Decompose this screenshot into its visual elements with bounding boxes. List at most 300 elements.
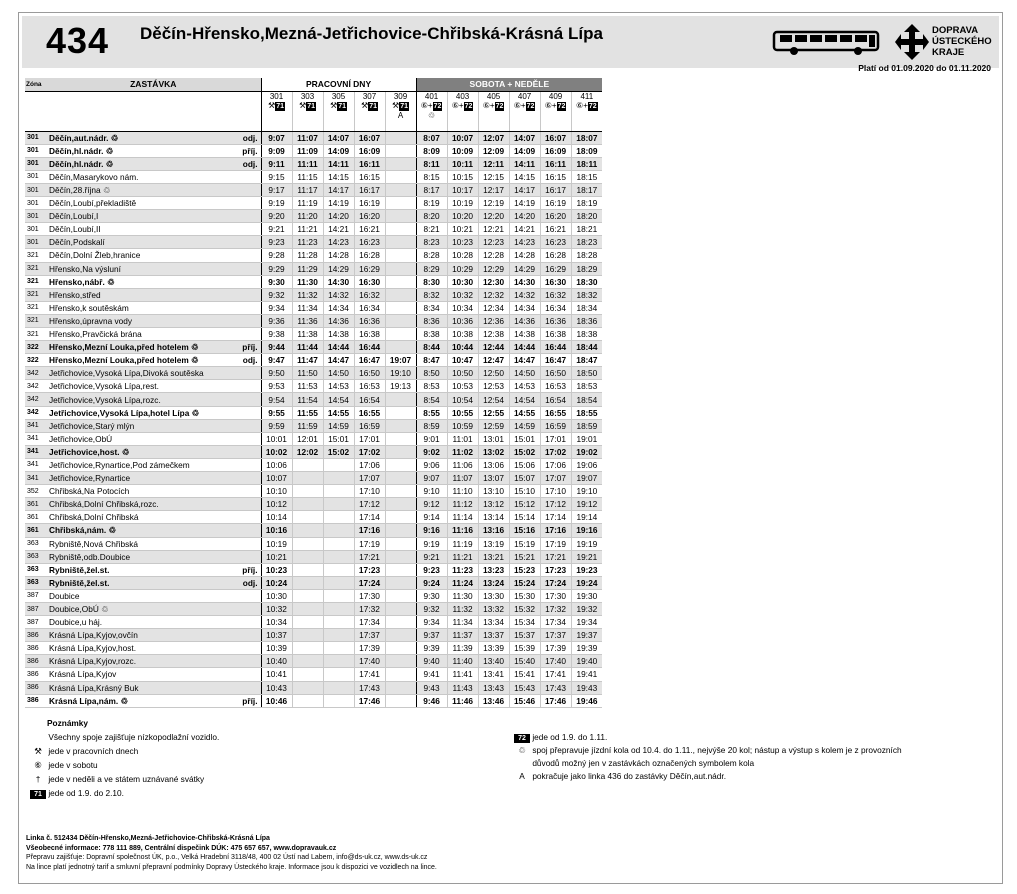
time-cell bbox=[323, 668, 354, 681]
time-cell: 14:32 bbox=[323, 288, 354, 301]
time-cell: 14:38 bbox=[323, 328, 354, 341]
time-cell: 12:55 bbox=[478, 406, 509, 419]
time-cell: 8:34 bbox=[416, 301, 447, 314]
arr-dep-mark bbox=[234, 380, 261, 393]
time-cell: 8:38 bbox=[416, 328, 447, 341]
trip-number: 407 bbox=[517, 91, 532, 101]
time-cell bbox=[385, 655, 416, 668]
arr-dep-mark bbox=[234, 602, 261, 615]
stop-name: Jetřichovice,Vysoká Lípa,Divoká soutěska bbox=[46, 367, 234, 380]
time-cell: 11:29 bbox=[292, 262, 323, 275]
time-cell: 11:12 bbox=[447, 498, 478, 511]
time-cell bbox=[292, 589, 323, 602]
time-cell: 18:20 bbox=[571, 210, 602, 223]
time-cell: 9:21 bbox=[416, 550, 447, 563]
zone-cell: 321 bbox=[25, 288, 46, 301]
time-cell bbox=[292, 616, 323, 629]
time-cell: 16:47 bbox=[540, 354, 571, 367]
time-cell bbox=[292, 576, 323, 589]
trip-header bbox=[571, 91, 602, 131]
stop-name: Jetřichovice,Vysoká Lípa,rest. bbox=[46, 380, 234, 393]
time-cell bbox=[385, 236, 416, 249]
time-cell: 10:41 bbox=[261, 668, 292, 681]
time-cell bbox=[385, 223, 416, 236]
stop-name: Chřibská,Dolní Chřibská,rozc. bbox=[46, 498, 234, 511]
time-cell bbox=[385, 157, 416, 170]
time-cell: 12:19 bbox=[478, 197, 509, 210]
time-cell: 15:23 bbox=[509, 563, 540, 576]
time-cell bbox=[385, 681, 416, 694]
stop-row bbox=[25, 183, 602, 196]
time-cell bbox=[385, 576, 416, 589]
time-cell: 15:01 bbox=[323, 432, 354, 445]
time-cell: 16:17 bbox=[540, 183, 571, 196]
time-cell: 17:06 bbox=[354, 458, 385, 471]
time-cell: 14:47 bbox=[509, 354, 540, 367]
time-cell: 10:44 bbox=[447, 341, 478, 354]
stop-row bbox=[25, 406, 602, 419]
time-cell: 14:29 bbox=[323, 262, 354, 275]
time-cell bbox=[385, 589, 416, 602]
note-item bbox=[30, 788, 124, 799]
zone-cell: 363 bbox=[25, 563, 46, 576]
time-cell bbox=[385, 262, 416, 275]
time-cell: 19:02 bbox=[571, 445, 602, 458]
time-cell: 16:21 bbox=[354, 223, 385, 236]
note-symbol: ⑥ bbox=[34, 760, 42, 770]
time-cell: 9:16 bbox=[416, 524, 447, 537]
stop-row bbox=[25, 458, 602, 471]
arr-dep-mark bbox=[234, 445, 261, 458]
time-cell: 18:17 bbox=[571, 183, 602, 196]
time-cell: 16:28 bbox=[354, 249, 385, 262]
time-cell: 17:37 bbox=[354, 629, 385, 642]
time-cell: 13:21 bbox=[478, 550, 509, 563]
time-cell: 16:34 bbox=[540, 301, 571, 314]
time-cell: 15:16 bbox=[509, 524, 540, 537]
stop-name: Hřensko,úpravna vody bbox=[46, 314, 234, 327]
time-cell bbox=[323, 602, 354, 615]
stop-row bbox=[25, 602, 602, 615]
time-cell: 13:32 bbox=[478, 602, 509, 615]
arr-dep-mark: příj. bbox=[234, 694, 261, 707]
stop-name: Jetřichovice,host. ♲ bbox=[46, 445, 234, 458]
time-cell: 15:02 bbox=[323, 445, 354, 458]
time-cell: 17:39 bbox=[354, 642, 385, 655]
stop-name: Rybniště,žel.st. bbox=[46, 563, 234, 576]
stop-row bbox=[25, 616, 602, 629]
stop-row bbox=[25, 393, 602, 406]
time-cell: 14:19 bbox=[323, 197, 354, 210]
time-cell: 19:32 bbox=[571, 602, 602, 615]
stop-row bbox=[25, 537, 602, 550]
time-cell: 18:29 bbox=[571, 262, 602, 275]
trip-extra: A bbox=[397, 110, 404, 120]
time-cell: 9:30 bbox=[416, 589, 447, 602]
arr-dep-mark bbox=[234, 170, 261, 183]
time-cell: 16:36 bbox=[540, 314, 571, 327]
stop-name: Děčín,Dolní Žleb,hranice bbox=[46, 249, 234, 262]
stop-row bbox=[25, 354, 602, 367]
time-cell: 17:19 bbox=[354, 537, 385, 550]
zone-cell: 321 bbox=[25, 314, 46, 327]
arr-dep-mark bbox=[234, 275, 261, 288]
time-cell: 8:36 bbox=[416, 314, 447, 327]
time-cell: 8:17 bbox=[416, 183, 447, 196]
time-cell: 18:54 bbox=[571, 393, 602, 406]
time-cell bbox=[385, 511, 416, 524]
line-number: 434 bbox=[46, 20, 110, 61]
note-item bbox=[30, 732, 219, 742]
zone-cell: 386 bbox=[25, 642, 46, 655]
zone-cell: 321 bbox=[25, 275, 46, 288]
note-item bbox=[30, 774, 204, 784]
arr-dep-mark bbox=[234, 629, 261, 642]
time-cell: 10:30 bbox=[447, 275, 478, 288]
time-cell bbox=[292, 694, 323, 707]
time-cell: 15:07 bbox=[509, 472, 540, 485]
time-cell: 16:19 bbox=[354, 197, 385, 210]
stop-row bbox=[25, 210, 602, 223]
time-cell: 18:50 bbox=[571, 367, 602, 380]
bus-icon bbox=[772, 30, 880, 56]
stop-name: Jetřichovice,Vysoká Lípa,rozc. bbox=[46, 393, 234, 406]
arr-dep-mark bbox=[234, 223, 261, 236]
time-cell bbox=[385, 210, 416, 223]
time-cell bbox=[385, 249, 416, 262]
trip-symbols: ⑥+72 bbox=[544, 100, 566, 110]
time-cell: 8:54 bbox=[416, 393, 447, 406]
arr-dep-mark bbox=[234, 183, 261, 196]
time-cell: 12:02 bbox=[292, 445, 323, 458]
arr-dep-mark bbox=[234, 655, 261, 668]
time-cell: 16:44 bbox=[540, 341, 571, 354]
time-cell: 11:40 bbox=[447, 655, 478, 668]
time-cell: 16:09 bbox=[354, 144, 385, 157]
time-cell: 18:21 bbox=[571, 223, 602, 236]
stop-name: Jetřichovice,Starý mlýn bbox=[46, 419, 234, 432]
time-cell: 19:37 bbox=[571, 629, 602, 642]
time-cell bbox=[385, 550, 416, 563]
time-cell: 9:20 bbox=[261, 210, 292, 223]
arr-dep-mark bbox=[234, 236, 261, 249]
time-cell: 14:23 bbox=[323, 236, 354, 249]
time-cell bbox=[292, 550, 323, 563]
time-cell: 10:14 bbox=[261, 511, 292, 524]
time-cell: 17:02 bbox=[354, 445, 385, 458]
stop-name: Jetřichovice,Rynartice bbox=[46, 472, 234, 485]
time-cell: 12:47 bbox=[478, 354, 509, 367]
arr-dep-mark bbox=[234, 511, 261, 524]
stop-row bbox=[25, 380, 602, 393]
arr-dep-mark: odj. bbox=[234, 576, 261, 589]
zone-cell: 301 bbox=[25, 223, 46, 236]
time-cell: 17:39 bbox=[540, 642, 571, 655]
time-cell: 18:38 bbox=[571, 328, 602, 341]
time-cell: 9:32 bbox=[416, 602, 447, 615]
time-cell: 14:28 bbox=[509, 249, 540, 262]
time-cell: 9:01 bbox=[416, 432, 447, 445]
time-cell: 19:10 bbox=[385, 367, 416, 380]
time-cell: 11:41 bbox=[447, 668, 478, 681]
time-cell: 17:23 bbox=[540, 563, 571, 576]
time-cell: 9:14 bbox=[416, 511, 447, 524]
time-cell: 16:44 bbox=[354, 341, 385, 354]
stop-row bbox=[25, 576, 602, 589]
time-cell: 17:41 bbox=[540, 668, 571, 681]
zone-cell: 386 bbox=[25, 694, 46, 707]
time-cell bbox=[323, 563, 354, 576]
arr-dep-mark: příj. bbox=[234, 563, 261, 576]
time-cell: 16:09 bbox=[540, 144, 571, 157]
time-cell: 14:11 bbox=[509, 157, 540, 170]
time-cell bbox=[323, 616, 354, 629]
time-cell bbox=[385, 629, 416, 642]
time-cell: 16:50 bbox=[540, 367, 571, 380]
time-cell: 15:14 bbox=[509, 511, 540, 524]
stop-row bbox=[25, 589, 602, 602]
time-cell: 11:20 bbox=[292, 210, 323, 223]
time-cell: 8:32 bbox=[416, 288, 447, 301]
time-cell: 12:21 bbox=[478, 223, 509, 236]
time-cell: 10:46 bbox=[261, 694, 292, 707]
time-cell: 17:02 bbox=[540, 445, 571, 458]
time-cell bbox=[385, 616, 416, 629]
stop-row bbox=[25, 131, 602, 144]
stop-row bbox=[25, 472, 602, 485]
time-cell: 9:02 bbox=[416, 445, 447, 458]
time-cell: 19:34 bbox=[571, 616, 602, 629]
time-cell: 14:53 bbox=[509, 380, 540, 393]
time-cell: 19:01 bbox=[571, 432, 602, 445]
time-cell: 14:59 bbox=[509, 419, 540, 432]
stop-row bbox=[25, 157, 602, 170]
time-cell bbox=[292, 472, 323, 485]
stop-name: Krásná Lípa,Kyjov,rozc. bbox=[46, 655, 234, 668]
stop-name: Krásná Lípa,Kyjov,ovčín bbox=[46, 629, 234, 642]
zone-cell: 322 bbox=[25, 354, 46, 367]
time-cell bbox=[292, 681, 323, 694]
time-cell: 14:55 bbox=[323, 406, 354, 419]
trip-number: 405 bbox=[486, 91, 501, 101]
time-cell: 10:59 bbox=[447, 419, 478, 432]
trip-extra: ♲ bbox=[427, 110, 436, 120]
time-cell: 15:19 bbox=[509, 537, 540, 550]
time-cell bbox=[385, 328, 416, 341]
time-cell: 9:38 bbox=[261, 328, 292, 341]
arr-dep-mark bbox=[234, 485, 261, 498]
stop-row bbox=[25, 144, 602, 157]
time-cell bbox=[385, 197, 416, 210]
timetable-header bbox=[22, 16, 999, 68]
time-cell: 19:41 bbox=[571, 668, 602, 681]
time-cell bbox=[385, 537, 416, 550]
time-cell bbox=[385, 524, 416, 537]
time-cell: 8:59 bbox=[416, 419, 447, 432]
time-cell: 15:21 bbox=[509, 550, 540, 563]
time-cell: 18:32 bbox=[571, 288, 602, 301]
time-cell: 12:01 bbox=[292, 432, 323, 445]
time-cell: 10:32 bbox=[447, 288, 478, 301]
time-cell: 9:43 bbox=[416, 681, 447, 694]
arr-dep-mark bbox=[234, 406, 261, 419]
time-cell: 19:19 bbox=[571, 537, 602, 550]
time-cell: 16:38 bbox=[540, 328, 571, 341]
time-cell bbox=[385, 694, 416, 707]
time-cell: 19:24 bbox=[571, 576, 602, 589]
time-cell: 19:21 bbox=[571, 550, 602, 563]
trip-number: 305 bbox=[331, 91, 346, 101]
time-cell: 11:11 bbox=[292, 157, 323, 170]
time-cell bbox=[323, 511, 354, 524]
time-cell: 10:09 bbox=[447, 144, 478, 157]
time-cell: 9:29 bbox=[261, 262, 292, 275]
time-cell: 11:37 bbox=[447, 629, 478, 642]
time-cell: 17:21 bbox=[540, 550, 571, 563]
time-cell: 17:23 bbox=[354, 563, 385, 576]
time-cell: 13:30 bbox=[478, 589, 509, 602]
stop-row bbox=[25, 288, 602, 301]
time-cell: 18:30 bbox=[571, 275, 602, 288]
time-cell: 15:24 bbox=[509, 576, 540, 589]
time-cell: 11:17 bbox=[292, 183, 323, 196]
time-cell: 12:28 bbox=[478, 249, 509, 262]
time-cell: 14:07 bbox=[509, 131, 540, 144]
stop-row bbox=[25, 563, 602, 576]
stop-name: Hřensko,Pravčická brána bbox=[46, 328, 234, 341]
time-cell: 14:11 bbox=[323, 157, 354, 170]
time-cell: 16:28 bbox=[540, 249, 571, 262]
time-cell: 10:06 bbox=[261, 458, 292, 471]
stop-name: Doubice bbox=[46, 589, 234, 602]
time-cell: 10:19 bbox=[447, 197, 478, 210]
time-cell: 17:19 bbox=[540, 537, 571, 550]
trip-header bbox=[385, 91, 416, 131]
time-cell bbox=[292, 642, 323, 655]
time-cell: 8:09 bbox=[416, 144, 447, 157]
arr-dep-mark bbox=[234, 210, 261, 223]
trip-header bbox=[509, 91, 540, 131]
stop-name: Hřensko,Mezní Louka,před hotelem ♲ bbox=[46, 354, 234, 367]
time-cell: 11:54 bbox=[292, 393, 323, 406]
time-cell bbox=[385, 406, 416, 419]
time-cell: 11:21 bbox=[447, 550, 478, 563]
time-cell bbox=[385, 393, 416, 406]
time-cell: 19:07 bbox=[571, 472, 602, 485]
time-cell: 19:46 bbox=[571, 694, 602, 707]
arr-dep-mark bbox=[234, 537, 261, 550]
time-cell: 16:29 bbox=[354, 262, 385, 275]
arr-dep-mark: odj. bbox=[234, 354, 261, 367]
time-cell bbox=[385, 301, 416, 314]
footer-contacts: Všeobecné informace: 778 111 889, Centrální dispečink DÚK: 475 657 657, www.dopravauk.cz bbox=[26, 844, 337, 852]
stop-row bbox=[25, 301, 602, 314]
zone-cell: 387 bbox=[25, 616, 46, 629]
time-cell bbox=[385, 602, 416, 615]
time-cell: 11:36 bbox=[292, 314, 323, 327]
time-cell: 17:12 bbox=[540, 498, 571, 511]
time-cell: 8:28 bbox=[416, 249, 447, 262]
time-cell: 9:50 bbox=[261, 367, 292, 380]
time-cell: 16:07 bbox=[354, 131, 385, 144]
time-cell: 9:07 bbox=[261, 131, 292, 144]
time-cell: 9:07 bbox=[416, 472, 447, 485]
stop-name: Hřensko,k soutěskám bbox=[46, 301, 234, 314]
time-cell: 17:24 bbox=[540, 576, 571, 589]
time-cell: 10:24 bbox=[261, 576, 292, 589]
time-cell: 9:46 bbox=[416, 694, 447, 707]
time-cell: 8:29 bbox=[416, 262, 447, 275]
time-cell: 13:12 bbox=[478, 498, 509, 511]
time-cell bbox=[292, 458, 323, 471]
trip-number: 307 bbox=[362, 91, 377, 101]
zone-cell: 341 bbox=[25, 432, 46, 445]
trip-header bbox=[478, 91, 509, 131]
time-cell: 16:15 bbox=[354, 170, 385, 183]
arr-dep-mark: příj. bbox=[234, 341, 261, 354]
time-cell: 17:43 bbox=[540, 681, 571, 694]
time-cell: 17:06 bbox=[540, 458, 571, 471]
time-cell bbox=[323, 537, 354, 550]
zone-cell: 386 bbox=[25, 668, 46, 681]
zone-cell: 342 bbox=[25, 406, 46, 419]
time-cell: 11:19 bbox=[292, 197, 323, 210]
time-cell: 14:36 bbox=[509, 314, 540, 327]
time-cell: 16:20 bbox=[354, 210, 385, 223]
zone-cell: 363 bbox=[25, 550, 46, 563]
time-cell: 16:53 bbox=[540, 380, 571, 393]
zone-cell: 341 bbox=[25, 445, 46, 458]
stop-name: Rybniště,žel.st. bbox=[46, 576, 234, 589]
time-cell: 14:47 bbox=[323, 354, 354, 367]
time-cell bbox=[323, 472, 354, 485]
time-cell bbox=[323, 589, 354, 602]
note-text: jede v sobotu bbox=[48, 760, 98, 770]
time-cell: 10:10 bbox=[261, 485, 292, 498]
time-cell: 12:38 bbox=[478, 328, 509, 341]
trip-symbols: ⚒71 bbox=[392, 100, 409, 110]
time-cell: 13:06 bbox=[478, 458, 509, 471]
time-cell: 9:37 bbox=[416, 629, 447, 642]
footer bbox=[26, 834, 437, 872]
trip-number: 303 bbox=[300, 91, 315, 101]
time-cell: 10:38 bbox=[447, 328, 478, 341]
time-cell: 9:06 bbox=[416, 458, 447, 471]
time-cell: 9:28 bbox=[261, 249, 292, 262]
time-cell: 15:46 bbox=[509, 694, 540, 707]
time-cell: 10:47 bbox=[447, 354, 478, 367]
time-cell: 9:11 bbox=[261, 157, 292, 170]
arr-dep-mark bbox=[234, 301, 261, 314]
time-cell: 11:23 bbox=[292, 236, 323, 249]
time-cell: 12:30 bbox=[478, 275, 509, 288]
time-cell: 15:06 bbox=[509, 458, 540, 471]
zone-cell: 387 bbox=[25, 602, 46, 615]
time-cell: 16:29 bbox=[540, 262, 571, 275]
time-cell bbox=[323, 576, 354, 589]
route-title: Děčín-Hřensko,Mezná-Jetřichovice-Chřibská-Krásná Lípa bbox=[140, 24, 603, 43]
time-cell: 11:01 bbox=[447, 432, 478, 445]
time-cell bbox=[292, 629, 323, 642]
zone-cell: 363 bbox=[25, 537, 46, 550]
time-cell: 10:54 bbox=[447, 393, 478, 406]
time-cell: 14:50 bbox=[323, 367, 354, 380]
time-cell: 13:16 bbox=[478, 524, 509, 537]
time-cell bbox=[385, 131, 416, 144]
arr-dep-mark bbox=[234, 249, 261, 262]
note-text: jede od 1.9. do 2.10. bbox=[48, 788, 124, 798]
time-cell: 10:34 bbox=[447, 301, 478, 314]
